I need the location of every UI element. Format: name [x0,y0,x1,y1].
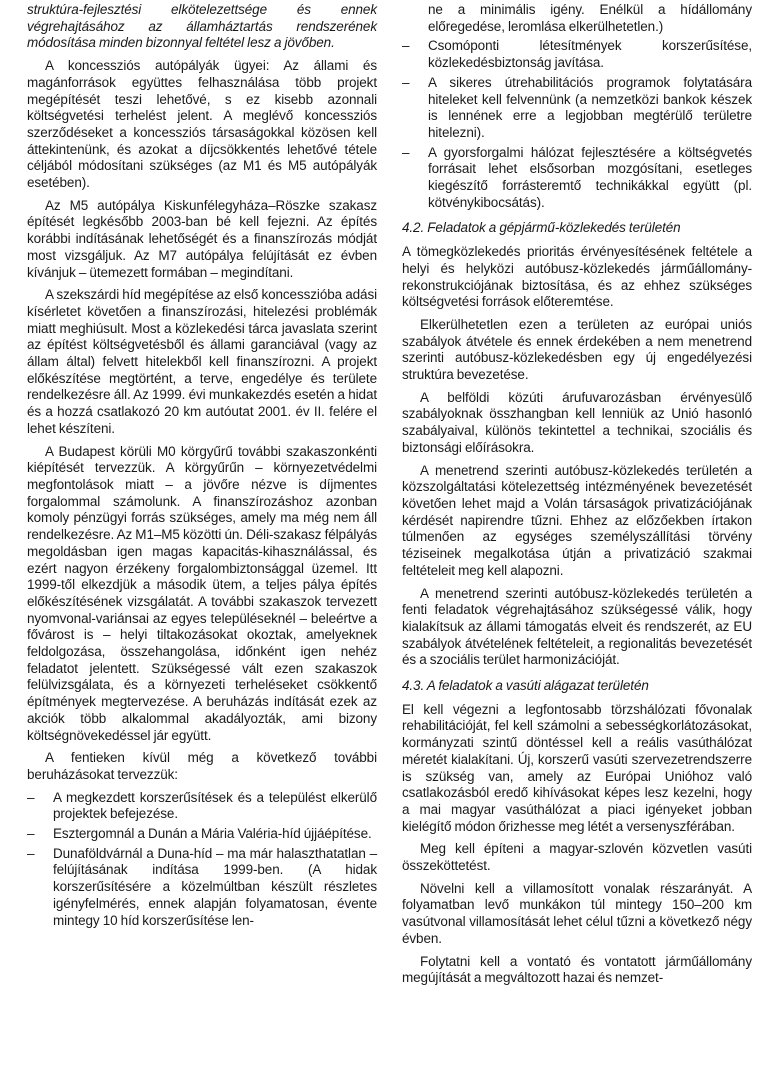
paragraph-tomegkozlekedes: A tömegközlekedés prioritás érvényesítésének feltétele a helyi és helyközi autóbusz-közlekedés járműállomány-rekonstrukciójának biztosítása, és az ehhez szükséges költségvetési források előteremtése. [402,244,752,310]
dash-marker: – [402,74,410,90]
left-column [27,2,377,1066]
paragraph-m0: A Budapest körüli M0 körgyűrű további szakaszonkénti kiépítését tervezzük. A körgyűrűn – környezetvédelmi megfontolások miatt – a jövőre nézve is díjmentes forgalommal számolunk. A finanszírozáshoz azonban komoly pénzügyi forrás szükséges, amely ma még nem áll rendelkezésre. Az M1–M5 közötti ún. Déli-szakasz félpályás megoldásban igen magas kapacitás-kihasználással, és ezért nagyon érzékeny forgalombiztonsággal üzemel. Itt 1999-től elkezdjük a második ütem, a teljes pálya építés előkészítésének vizsgálatát. A további szakaszok tervezett nyomvonal-variánsai az egyes településeknél – beleértve a fővárost is – helyi tiltakozásokat okoztak, amelyeknek feldolgozása, összehangolása, időnként igen nehéz feladatot jelentett. Szükségessé vált ezen szakaszok felülvizsgálata, és a környezeti terheléseket csökkentő építmények megtervezése. A beruházás indítását ezek az akciók több alkalommal akadályozták, ami bizony költségnövekedéssel jár együtt. [27,443,377,743]
paragraph-koncesszios: A koncessziós autópályák ügyei: Az állami és magánforrások együttes felhasználása több projekt megépítését teszi lehetővé, s ez kisebb azonnali költségvetési terhelést jelent. A meglévő koncessziós szerződéseket a koncessziós társaságokkal közösen kell áttekintenünk, és azokat a díjcsökkentés lehetővé tétele céljából módosítani szükséges (az M1 és M5 autópályák esetében). [27,58,377,191]
paragraph-volan: A menetrend szerinti autóbusz-közlekedés területén a közszolgáltatási kötelezettség intézményének bevezetését követően lehet majd a Volán társaságok privatizációjának kérdését napirendre tűzni. Ehhez az előzőekben írtakon túlmenően az egységes személyszállítási törvény téziseinek megalkotása útján a privatizáció szakmai feltételeit meg kell alapozni. [402,462,752,578]
list-item: – A sikeres útrehabilitációs programok folytatására hiteleket kell felvennünk (a nemzetközi bankok készek is lennének erre a legjobban megtérülő területre hitelezni). [402,74,752,140]
paragraph-m5: Az M5 autópálya Kiskunfélegyháza–Röszke szakasz építését legkésőbb 2003-ban bé kell fejezni. Az építés korábbi indításának lehetőségét és a finanszírozás módját most vizsgáljuk. Az M7 autópálya felújítását ez évben kívánjuk – ütemezett formában – megindítani. [27,197,377,280]
investment-list [27,790,377,930]
list-item: – A megkezdett korszerűsítések és a települést elkerülő projektek befejezése. [27,789,377,822]
paragraph-szekszardi-hid: A szekszárdi híd megépítése az első koncesszióba adási kísérletet követően a finanszírozási, hitelezési problémák miatt meghiúsult. Most a közlekedési tárca javaslata szerint az építést költségvetésből és állami garanciával (vagy az állam által) felvett hitelekből kell finanszírozni. A projekt előkészítése megtörtént, a terve, engedélye és területe rendelkezésre áll. Az 1999. évi munkakezdés esetén a hidat és a hozzá csatlakozó 20 km autóutat 2001. év II. felére el lehet készíteni. [27,287,377,436]
dash-marker: – [27,826,35,842]
dash-marker: – [402,144,410,160]
section-heading-4-3: 4.3. A feladatok a vasúti alágazat területén [402,678,649,694]
paragraph-torzshalozat: El kell végezni a legfontosabb törzshálózati fővonalak rehabilitációját, fel kell számolni a sebességkorlátozásokat, kormányzati szintű döntéssel kell a reális vasúthálózat méretét kialakítani. Új, korszerű vasúti szervezetrendszerre is szükség van, amely az Európai Unióhoz való csatlakozásból eredő kihívásokat képes lesz kezelni, hogy a mai magyar vasúthálózat a piaci igényeket jobban kielégítő módon őrizhesse meg létét a versenyszférában. [402,701,752,834]
paragraph-villamositas: Növelni kell a villamosított vonalak részarányát. A folyamatban levő munkákon túl mintegy 150–200 km vasútvonal villamosítását lehet célul tűzni a következő négy évben. [402,880,752,946]
list-item: – Esztergomnál a Dunán a Mária Valéria-híd újjáépítése. [27,826,372,842]
paragraph-magyar-szloven: Meg kell építeni a magyar-szlovén közvetlen vasúti összeköttetést. [402,841,752,874]
dash-marker: – [27,789,35,805]
list-item: – A gyorsforgalmi hálózat fejlesztésére a költségvetés forrásait lehet elsősorban mozgósítani, esetleges kiegészítő forrásteremtő technikákkal együtt (pl. kötvénykibocsátás). [402,144,752,210]
paragraph-eu-szabalyok: Elkerülhetetlen ezen a területen az európai uniós szabályok átvétele és ennek érdekében a nem menetrend szerinti autóbusz-közlekedésben egy új engedélyezési struktúra bevezetése. [402,316,752,383]
paragraph-beruhazasok: A fentieken kívül még a következő további beruházásokat tervezzük: [27,750,377,782]
right-column [402,2,752,1066]
list-item: – Dunaföldvárnál a Duna-híd – ma már halaszthatatlan – felújításának indítása 1999-ben. (A hidak korszerűsítésére a közelmúltban készült részletes igényfelmérés, ennek alapján folyamatosan, évente mintegy 10 híd korszerűsítése len- [27,845,377,928]
paragraph-allami-tamogatas: A menetrend szerinti autóbusz-közlekedés területén a fenti feladatok végrehajtásához szükségessé válik, hogy kialakítsuk az állami támogatás elveit és rendszerét, az EU szabályok átvételének feltételeit, a regionalitás bevezetését és a szociális terület harmonizációját. [402,585,752,668]
intro-paragraph: struktúra-fejlesztési elkötelezettsége és ennek végrehajtásához az államháztartás rendszerének módosítása minden bizonnyal feltétel lesz a jövőben. [27,2,377,51]
section-heading-4-2: 4.2. Feladatok a gépjármű-közlekedés területén [402,220,681,236]
investment-list-continued [402,2,752,211]
paragraph-arufuvarozas: A belföldi közúti árufuvarozásban érvényesülő szabályoknak összhangban kell lenniük az Unió hasonló szabályaival, különös tekintettel a technikai, szociális és biztonsági előírásokra. [402,389,752,455]
dash-marker: – [27,845,35,861]
dash-marker: – [402,38,410,54]
list-item: ne a minimális igény. Enélkül a hídállomány előregedése, leromlása elkerülhetetlen.) [428,2,752,34]
list-item: – Csomóponti létesítmények korszerűsítése, közlekedésbiztonság javítása. [402,38,752,71]
paragraph-jarmuallomany: Folytatni kell a vontató és vontatott járműállomány megújítását a megváltozott hazai és nemzet- [402,953,752,986]
